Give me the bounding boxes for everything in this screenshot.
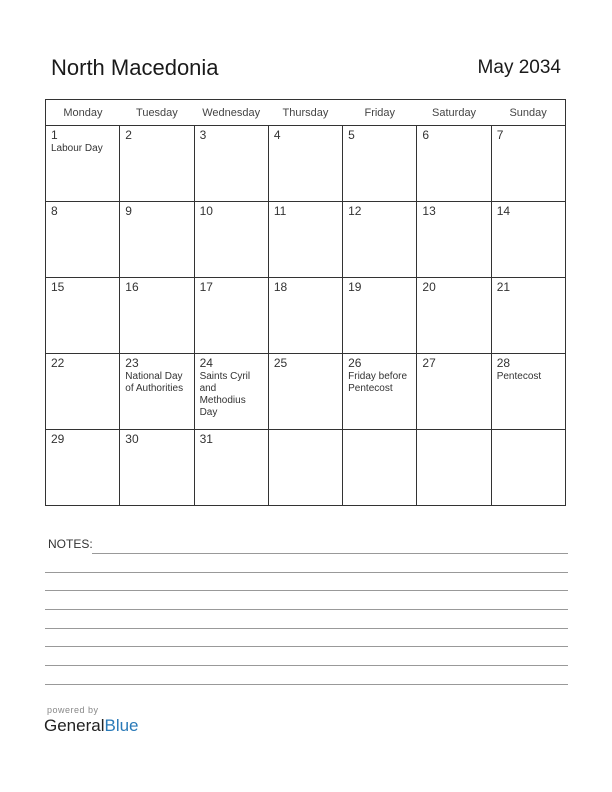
day-number: 12 xyxy=(348,204,362,218)
week-row xyxy=(46,354,566,430)
day-number: 4 xyxy=(273,128,281,142)
day-cell xyxy=(268,278,342,354)
week-row xyxy=(46,202,566,278)
note-line xyxy=(45,609,568,610)
note-line xyxy=(45,628,568,629)
day-number: 25 xyxy=(273,356,288,370)
day-cell xyxy=(46,430,120,506)
brand-logo xyxy=(44,716,139,736)
day-number: 3 xyxy=(199,128,207,142)
day-cell xyxy=(491,354,565,430)
day-cell xyxy=(268,126,342,202)
day-number: 7 xyxy=(496,128,504,142)
day-number: 26 xyxy=(348,356,362,370)
weekday-header: Sunday xyxy=(491,100,565,126)
day-cell xyxy=(343,354,417,430)
day-number: 27 xyxy=(422,356,436,370)
day-number: 19 xyxy=(348,280,362,294)
month-year-title: May 2034 xyxy=(477,57,561,78)
day-number: 18 xyxy=(273,280,288,294)
week-row xyxy=(46,126,566,202)
day-number: 11 xyxy=(273,204,287,218)
note-line xyxy=(45,646,568,647)
day-cell xyxy=(343,202,417,278)
note-line xyxy=(45,572,568,573)
day-number: 28 xyxy=(496,356,511,370)
day-number: 13 xyxy=(422,204,436,218)
day-cell xyxy=(46,126,120,202)
weekday-header: Tuesday xyxy=(120,100,194,126)
weekday-header: Saturday xyxy=(417,100,491,126)
day-number: 6 xyxy=(422,128,430,142)
day-number: 14 xyxy=(496,204,511,218)
day-cell xyxy=(194,354,268,430)
calendar-grid xyxy=(45,99,566,506)
day-number: 29 xyxy=(51,432,65,446)
weekday-header-row xyxy=(46,100,566,126)
day-cell xyxy=(46,354,120,430)
day-cell xyxy=(120,354,194,430)
week-row xyxy=(46,278,566,354)
day-cell xyxy=(46,202,120,278)
day-number: 21 xyxy=(496,280,511,294)
day-cell xyxy=(343,430,417,506)
day-cell xyxy=(268,354,342,430)
day-cell xyxy=(491,202,565,278)
day-cell xyxy=(343,278,417,354)
day-cell xyxy=(194,202,268,278)
day-number: 8 xyxy=(51,204,58,218)
day-cell xyxy=(491,278,565,354)
holiday-label: Friday before Pentecost xyxy=(348,371,408,394)
weekday-header: Monday xyxy=(46,100,120,126)
powered-by-text: powered by xyxy=(47,705,99,715)
note-line xyxy=(45,590,568,591)
day-number: 20 xyxy=(422,280,436,294)
week-row xyxy=(46,430,566,506)
day-cell xyxy=(417,430,491,506)
day-cell xyxy=(417,278,491,354)
weekday-header: Thursday xyxy=(268,100,342,126)
day-number: 10 xyxy=(199,204,213,218)
brand-blue: Blue xyxy=(104,716,139,735)
day-number: 1 xyxy=(51,128,58,142)
holiday-label: Saints Cyril and Methodius Day xyxy=(199,371,251,418)
day-cell xyxy=(268,202,342,278)
holiday-label: National Day of Authorities xyxy=(125,371,184,394)
day-number: 23 xyxy=(125,356,139,370)
day-cell xyxy=(194,430,268,506)
country-title: North Macedonia xyxy=(51,55,219,80)
day-number: 17 xyxy=(199,280,213,294)
day-number: 16 xyxy=(125,280,139,294)
day-cell xyxy=(343,126,417,202)
day-cell xyxy=(46,278,120,354)
day-cell xyxy=(120,202,194,278)
day-cell xyxy=(491,430,565,506)
day-cell xyxy=(417,202,491,278)
day-number: 30 xyxy=(125,432,139,446)
day-cell xyxy=(268,430,342,506)
day-cell xyxy=(417,354,491,430)
notes-label: NOTES: xyxy=(48,537,93,551)
day-cell xyxy=(120,126,194,202)
weekday-header: Friday xyxy=(343,100,417,126)
brand-general: General xyxy=(44,716,105,735)
note-line xyxy=(45,684,568,685)
weekday-header: Wednesday xyxy=(194,100,268,126)
day-number: 31 xyxy=(199,432,213,446)
day-number: 5 xyxy=(348,128,355,142)
day-number: 2 xyxy=(125,128,132,142)
day-cell xyxy=(194,126,268,202)
day-cell xyxy=(194,278,268,354)
day-cell xyxy=(417,126,491,202)
day-cell xyxy=(120,430,194,506)
day-number: 15 xyxy=(51,280,65,294)
day-cell xyxy=(120,278,194,354)
holiday-label: Labour Day xyxy=(51,143,103,154)
holiday-label: Pentecost xyxy=(496,371,542,382)
note-line xyxy=(92,553,568,554)
day-number: 22 xyxy=(51,356,65,370)
day-number: 9 xyxy=(125,204,132,218)
note-line xyxy=(45,665,568,666)
day-number: 24 xyxy=(199,356,213,370)
day-cell xyxy=(491,126,565,202)
